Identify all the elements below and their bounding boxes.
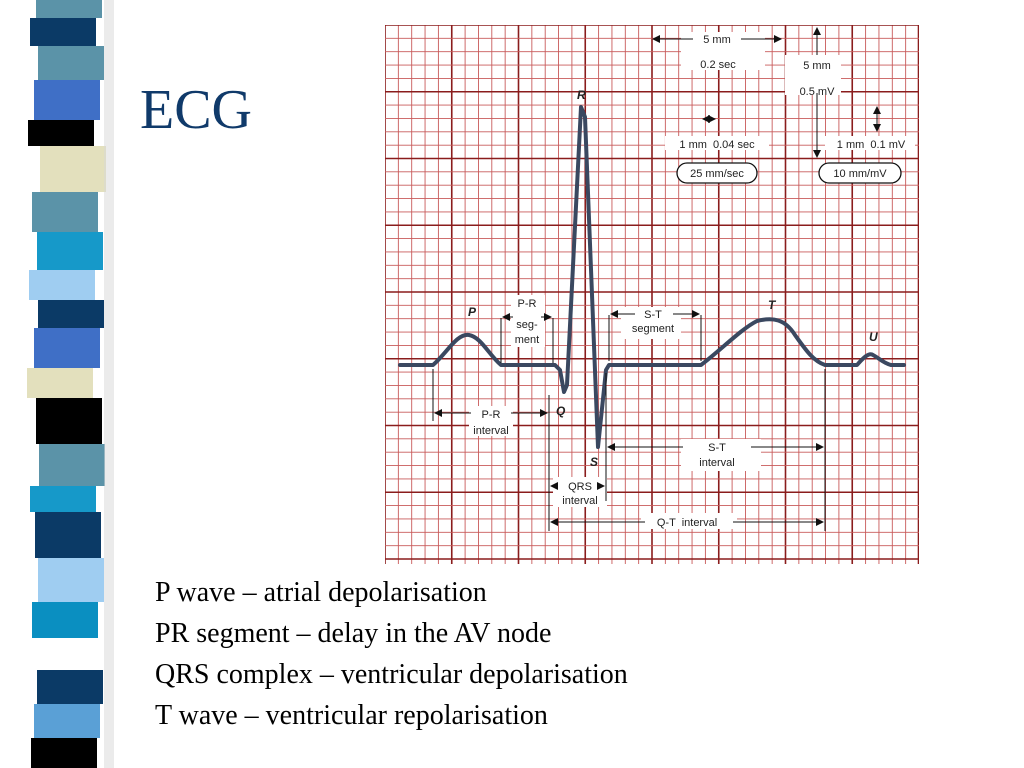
qrs-interval-label-2: interval — [562, 495, 598, 507]
stripe-block — [38, 558, 104, 602]
stripe-block — [37, 670, 103, 704]
stripe-block — [30, 486, 96, 512]
stripe-block — [29, 270, 95, 300]
slide-title: ECG — [140, 79, 252, 141]
stripe-block — [32, 192, 98, 232]
qrs-interval-label-1: QRS — [568, 481, 592, 493]
wave-label-p: P — [468, 305, 477, 319]
st-segment-label-1: S-T — [644, 309, 662, 321]
scale-gain: 10 mm/mV — [833, 168, 887, 180]
stripe-block — [40, 146, 106, 192]
wave-label-u: U — [869, 330, 878, 344]
caption-qrs-complex: QRS complex – ventricular depolarisation — [155, 659, 628, 690]
scale-small-volt: 1 mm 0.1 mV — [836, 139, 906, 151]
stripe-shadow — [104, 0, 114, 768]
stripe-block — [38, 300, 104, 328]
caption-t-wave: T wave – ventricular repolarisation — [155, 700, 548, 731]
stripe-block — [28, 120, 94, 146]
pr-segment-label-1: P-R — [517, 298, 537, 310]
qt-interval-label: Q-T interval — [656, 517, 718, 529]
stripe-block — [32, 602, 98, 638]
stripe-block — [31, 738, 97, 768]
st-segment-label-2: segment — [631, 323, 675, 335]
scale-large-time: 5 mm — [703, 34, 731, 46]
caption-pr-segment: PR segment – delay in the AV node — [155, 618, 552, 649]
wave-label-s: S — [590, 455, 599, 469]
ecg-grid-paper — [385, 25, 919, 564]
caption-p-wave: P wave – atrial depolarisation — [155, 577, 487, 608]
pr-interval-label-1: P-R — [481, 409, 501, 421]
scale-large-time-value: 0.2 sec — [700, 59, 736, 71]
scale-small-time: 1 mm 0.04 sec — [679, 139, 755, 151]
caption-list — [155, 572, 628, 736]
stripe-block — [36, 398, 102, 444]
pr-interval-label-2: interval — [473, 425, 509, 437]
wave-label-r: R — [577, 88, 586, 102]
stripe-block — [27, 368, 93, 398]
stripe-block — [34, 80, 100, 120]
pr-segment-label-2: seg- — [516, 319, 538, 331]
st-interval-label-1: S-T — [708, 442, 726, 454]
st-interval-label-2: interval — [699, 457, 735, 469]
decorative-stripe-bar — [0, 0, 120, 768]
stripe-block — [34, 704, 100, 738]
stripe-block — [39, 444, 105, 486]
ecg-diagram — [385, 25, 919, 564]
stripe-block — [30, 18, 96, 46]
stripe-block — [36, 0, 102, 18]
wave-label-q: Q — [556, 404, 566, 418]
stripe-block — [35, 512, 101, 558]
scale-paper-speed: 25 mm/sec — [690, 168, 744, 180]
stripe-block — [28, 638, 94, 670]
stripe-block — [38, 46, 104, 80]
wave-label-t: T — [768, 298, 776, 312]
scale-large-volt: 5 mm — [803, 60, 831, 72]
pr-segment-label-3: ment — [514, 334, 540, 346]
scale-large-volt-value: 0.5 mV — [799, 86, 835, 98]
stripe-block — [37, 232, 103, 270]
stripe-block — [34, 328, 100, 368]
